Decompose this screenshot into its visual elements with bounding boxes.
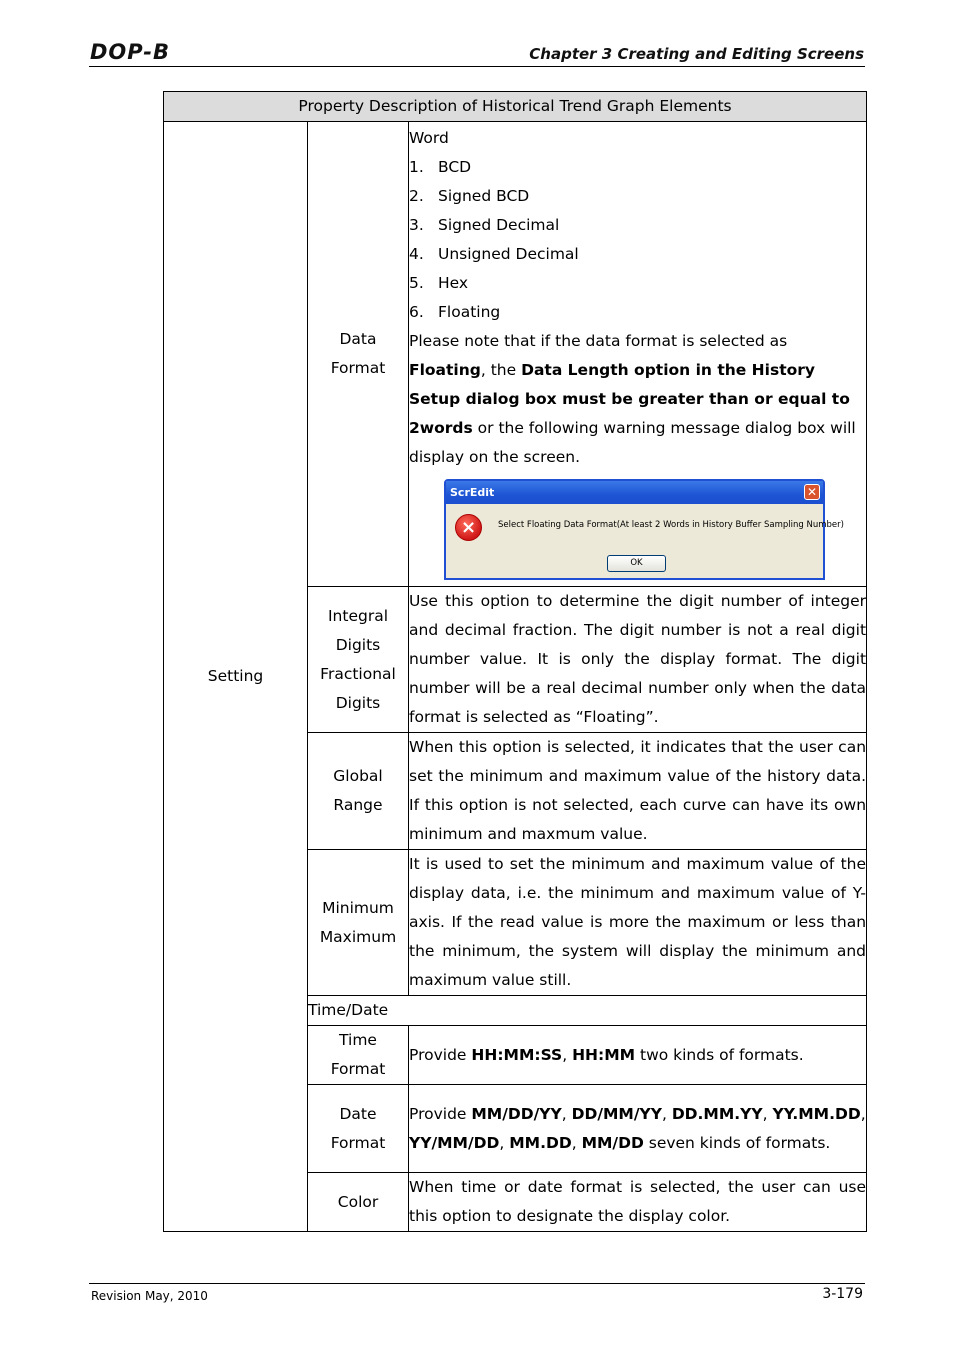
time-date-header: Time/Date bbox=[308, 996, 867, 1026]
data-format-desc bbox=[409, 122, 867, 587]
color-name: Color bbox=[308, 1173, 409, 1232]
footer-rule bbox=[89, 1283, 865, 1284]
dialog-title: ScrEdit bbox=[450, 486, 495, 499]
warning-dialog bbox=[444, 479, 844, 580]
list-item: 5. Hex bbox=[409, 274, 469, 292]
list-item: 2. Signed BCD bbox=[409, 187, 530, 205]
min-max-desc: It is used to set the minimum and maximum value of the display data, i.e. the minimum and maximum value of Y-axis. If the read value is more the maximum or less than the minimum, the system will display the minimum and maximum value still. bbox=[409, 850, 867, 996]
close-icon[interactable]: ✕ bbox=[804, 484, 820, 500]
integral-digits-name: Integral Digits Fractional Digits bbox=[308, 587, 409, 733]
integral-digits-desc: Use this option to determine the digit number of integer and decimal fraction. The digit number is not a real digit number value. It is only the display format. The digit number will be a real decimal number only when the data format is selected as “Floating”. bbox=[409, 587, 867, 733]
data-format-name-line: Format bbox=[330, 359, 386, 377]
property-table bbox=[163, 91, 867, 1232]
list-item: 1. BCD bbox=[409, 158, 472, 176]
list-item: 3. Signed Decimal bbox=[409, 216, 560, 234]
min-max-name: Minimum Maximum bbox=[308, 850, 409, 996]
dop-b-logo: DOP-B bbox=[90, 40, 171, 64]
dialog-message: Select Floating Data Format(At least 2 Words in History Buffer Sampling Number) bbox=[498, 520, 844, 530]
list-item: 4. Unsigned Decimal bbox=[409, 245, 579, 263]
revision-date: Revision May, 2010 bbox=[91, 1289, 208, 1303]
chapter-title: Chapter 3 Creating and Editing Screens bbox=[529, 45, 864, 63]
data-format-name bbox=[308, 122, 409, 587]
color-desc: When time or date format is selected, the user can use this option to designate the display color. bbox=[409, 1173, 867, 1232]
ok-button[interactable]: OK bbox=[607, 555, 666, 572]
date-format-desc: Provide MM/DD/YY, DD/MM/YY, DD.MM.YY, YY.MM.DD, YY/MM/DD, MM.DD, MM/DD seven kinds of formats. bbox=[409, 1085, 867, 1173]
category-setting: Setting bbox=[164, 122, 308, 1232]
time-format-desc: Provide HH:MM:SS, HH:MM two kinds of formats. bbox=[409, 1026, 867, 1085]
table-title: Property Description of Historical Trend Graph Elements bbox=[164, 92, 867, 122]
floating-note: Please note that if the data format is selected as Floating, the Data Length option in the History Setup dialog box must be greater than or equal to 2words or the following warning message dialog box will display on the screen. bbox=[409, 332, 856, 466]
word-label: Word bbox=[409, 129, 449, 147]
date-format-name: Date Format bbox=[308, 1085, 409, 1173]
header-rule bbox=[89, 66, 865, 67]
data-format-name-line: Data bbox=[339, 330, 377, 348]
global-range-name: Global Range bbox=[308, 733, 409, 850]
error-icon: × bbox=[455, 514, 482, 541]
list-item: 6. Floating bbox=[409, 303, 501, 321]
time-format-name: Time Format bbox=[308, 1026, 409, 1085]
format-list bbox=[409, 153, 866, 327]
global-range-desc: When this option is selected, it indicates that the user can set the minimum and maximum value of the history data. If this option is not selected, each curve can have its own minimum and maxmum value. bbox=[409, 733, 867, 850]
dialog-titlebar bbox=[446, 481, 823, 504]
page-number: 3-179 bbox=[822, 1286, 863, 1302]
